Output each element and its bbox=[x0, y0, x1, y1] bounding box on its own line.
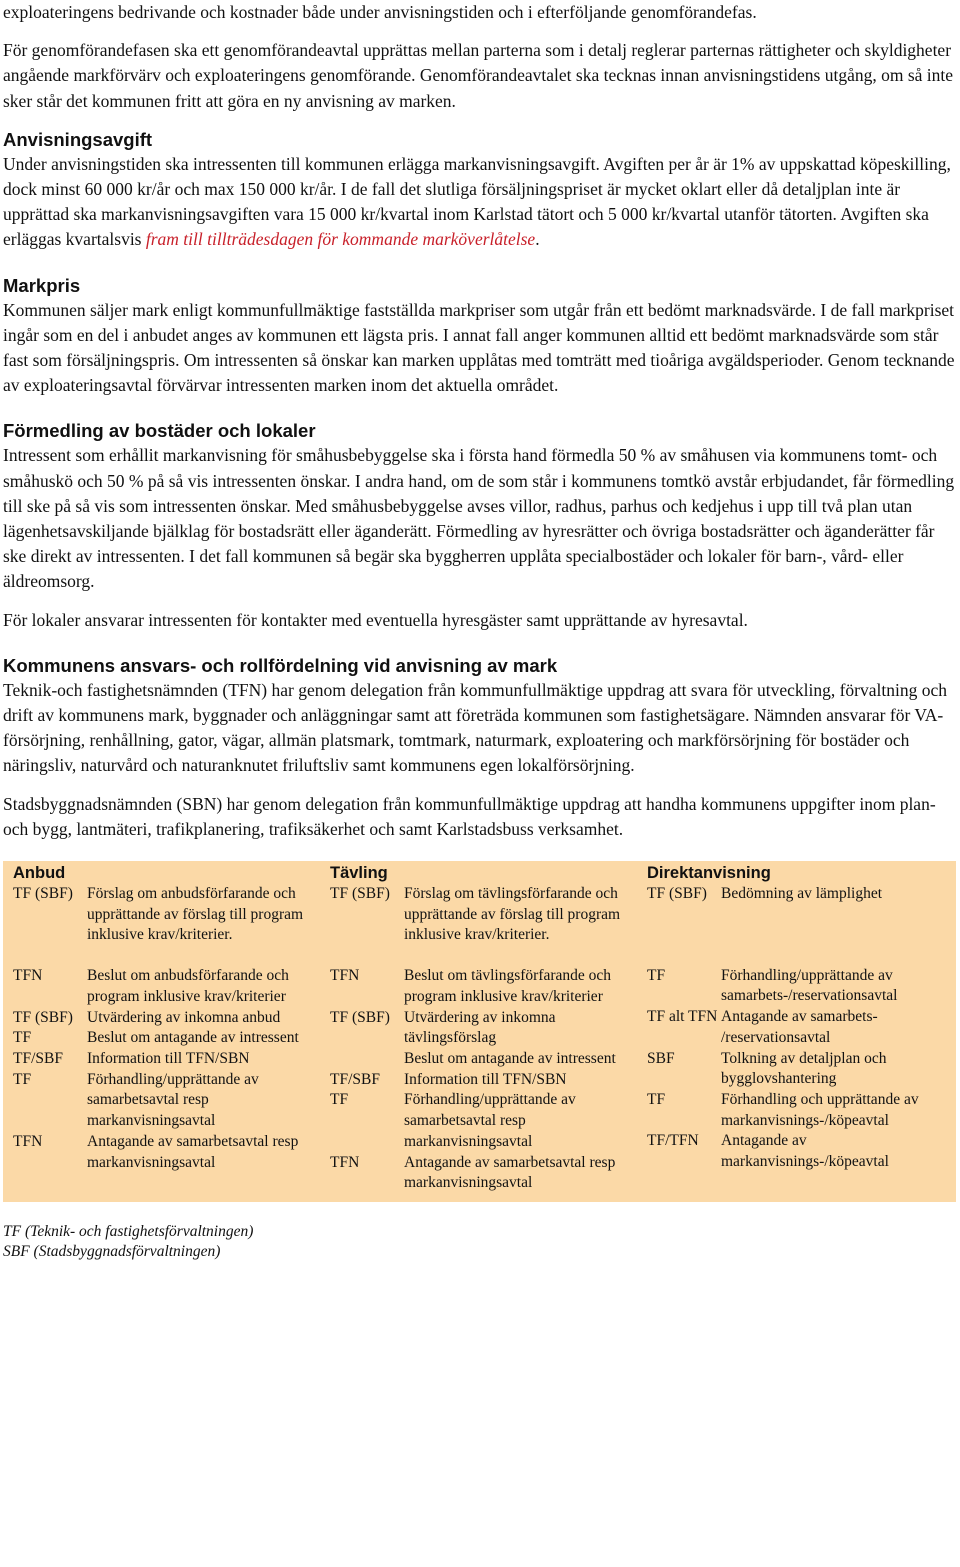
process-action: Antagande av samarbets- /reservationsavtal bbox=[721, 1008, 878, 1046]
process-action: Utvärdering av inkomna anbud bbox=[87, 1008, 281, 1026]
process-column-anbud bbox=[3, 861, 320, 1202]
process-actor: TFN bbox=[13, 1132, 43, 1150]
process-column-header: Tävling bbox=[330, 864, 388, 883]
process-column-header: Anbud bbox=[13, 864, 66, 883]
process-row bbox=[3, 966, 320, 1007]
process-row bbox=[637, 1007, 956, 1048]
footnotes bbox=[3, 1222, 956, 1263]
markpris-paragraph: Kommunen säljer mark enligt kommunfullmäktige fastställda markpriser som utgår från ett bedömt marknadsvärde. I de fall markpriset ingår som en del i anbudet anges av kommunen ett lägsta pris. I annat fall anger kommunen alltid ett bedömt marknadsvärde som står fast som försäljningspris. Om intressenten så önskar kan marken upplåtas med tomträtt med tioåriga avgäldsperioder. Genom tecknande av exploateringsavtal förvärvar intressenten marken inom det aktuella området. bbox=[3, 299, 955, 396]
process-column-header: Direktanvisning bbox=[647, 864, 771, 883]
intro-paragraph-1: exploateringens bedrivande och kostnader både under anvisningstiden och i efterföljande genomförandefas. bbox=[3, 2, 757, 22]
process-actor: TF alt TFN bbox=[647, 1008, 718, 1026]
process-action: Antagande av markanvisnings-/köpeavtal bbox=[721, 1132, 889, 1171]
footnote-tf: TF (Teknik- och fastighetsförvaltningen) bbox=[3, 1222, 254, 1240]
section-heading-markpris: Markpris bbox=[3, 274, 81, 296]
process-actor: TFN bbox=[13, 967, 43, 985]
section-heading-formedling: Förmedling av bostäder och lokaler bbox=[3, 420, 316, 442]
process-row bbox=[320, 1153, 637, 1194]
anvisningsavgift-text: Under anvisningstiden ska intressenten till kommunen erlägga markanvisningsavgift. Avgiften per år är 1% av uppskattad köpeskilling, dock minst 60 000 kr/år och max 150 000 kr/år. I de fall det slutliga försäljningspriset är mycket oklart eller då detaljplan inte är upprättad ska markanvisningsavgiften vara 15 000 kr/kvartal inom Karlstad tätort och 5 000 kr/kvartal utanför tätorten. Avgiften ska erläggas kvartalsvis bbox=[3, 153, 951, 250]
process-row bbox=[3, 1028, 320, 1049]
process-actor: TF/SBF bbox=[330, 1070, 380, 1088]
intro-paragraph-2: För genomförandefasen ska ett genomförandeavtal upprättas mellan parterna som i detalj reglerar parternas rättigheter och skyldigheter angående markförvärv och exploateringens genomförande. Genomförandeavtalet ska tecknas innan anvisningstidens utgång, om så inte sker står det kommunen fritt att göra en ny anvisning av marken. bbox=[3, 40, 954, 111]
anvisningsavgift-end: . bbox=[535, 229, 540, 250]
footnote-sbf: SBF (Stadsbyggnadsförvaltningen) bbox=[3, 1243, 221, 1261]
process-row bbox=[320, 1008, 637, 1049]
process-action: Förhandling/upprättande av samarbetsavtal resp markanvisningsavtal bbox=[87, 1070, 259, 1130]
process-row bbox=[637, 1049, 956, 1090]
process-action: Beslut om anbudsförfarande och program inklusive krav/kriterier bbox=[87, 967, 289, 1005]
process-action: Beslut om antagande av intressent bbox=[404, 1050, 616, 1067]
process-actor: TF/TFN bbox=[647, 1132, 699, 1150]
process-row bbox=[320, 966, 637, 1007]
ansvar-paragraph-1: Teknik-och fastighetsnämnden (TFN) har genom delegation från kommunfullmäktige uppdrag att svara för utveckling, förvaltning och drift av kommunens mark, byggnader och anläggningar samt att företräda kommunen som fastighetsägare. Nämnden ansvarar för VA-försörjning, renhållning, gator, vägar, allmän platsmark, tomtmark, naturmark, exploatering och markförsörjning för bostäder och näringsliv, naturvård och naturanknutet friluftsliv samt kommunens egen lokalförsörjning. bbox=[3, 679, 947, 776]
process-action: Information till TFN/SBN bbox=[404, 1070, 567, 1088]
process-actor: TFN bbox=[330, 967, 360, 985]
process-action: Information till TFN/SBN bbox=[87, 1050, 250, 1067]
process-action: Utvärdering av inkomna tävlingsförslag bbox=[404, 1008, 556, 1047]
process-actor: TFN bbox=[330, 1153, 360, 1171]
process-action: Tolkning av detaljplan och bygglovshantering bbox=[721, 1049, 887, 1088]
process-row bbox=[320, 884, 637, 946]
process-actor: TF (SBF) bbox=[330, 1008, 390, 1026]
process-action: Beslut om antagande av intressent bbox=[87, 1029, 299, 1047]
process-row bbox=[3, 1070, 320, 1132]
process-actor bbox=[320, 1049, 404, 1070]
process-columns bbox=[3, 861, 956, 1202]
process-actor: TF/SBF bbox=[13, 1050, 63, 1067]
process-row bbox=[3, 1049, 320, 1070]
process-action: Förslag om anbudsförfarande och upprättande av förslag till program inklusive krav/kriterier. bbox=[87, 885, 304, 944]
process-actor: SBF bbox=[647, 1049, 675, 1067]
process-actor: TF bbox=[330, 1091, 349, 1109]
process-action: Bedömning av lämplighet bbox=[721, 885, 883, 903]
formedling-paragraph-1: Intressent som erhållit markanvisning för småhusbebyggelse ska i första hand förmedla 50 % av småhusen via kommunens tomt- och småhuskö och 50 % på så vis intressenten önskar. I andra hand, om de som står i kommunens tomtkö avstår erbjudandet, får förmedling till ske på så vis som intressenten önskar. Med småhusbebyggelse avses villor, radhus, parhus och kedjehus i upp till två plan utan lägenhetsavskiljande bjälklag för bostadsrätt eller äganderätt. Förmedling av hyresrätter och övriga bostadsrätter och äganderätter får ske direkt av intressenten. I det fall kommunen så begär ska byggherren upplåta specialbostäder och lokaler för barn-, vård- eller äldreomsorg. bbox=[3, 445, 955, 592]
process-actor: TF (SBF) bbox=[647, 885, 707, 903]
process-action: Förhandling/upprättande av samarbets-/reservationsavtal bbox=[721, 966, 898, 1005]
process-actor: TF bbox=[13, 1029, 32, 1047]
process-actor: TF (SBF) bbox=[13, 1008, 73, 1026]
process-actor: TF (SBF) bbox=[13, 885, 73, 903]
process-actor: TF bbox=[647, 1091, 666, 1108]
process-actor: TF bbox=[647, 966, 666, 984]
process-actor: TF bbox=[13, 1070, 32, 1088]
section-heading-ansvar: Kommunens ansvars- och rollfördelning vid anvisning av mark bbox=[3, 654, 558, 676]
anvisningsavgift-paragraph bbox=[3, 152, 956, 253]
process-row bbox=[3, 884, 320, 946]
process-action: Förhandling och upprättande av markanvisnings-/köpeavtal bbox=[721, 1091, 919, 1129]
process-row bbox=[320, 1070, 637, 1091]
process-row bbox=[320, 1090, 637, 1152]
section-heading-anvisningsavgift: Anvisningsavgift bbox=[3, 128, 153, 150]
process-action: Antagande av samarbetsavtal resp markanvisningsavtal bbox=[404, 1153, 616, 1192]
process-table bbox=[3, 861, 956, 1202]
process-row bbox=[637, 884, 956, 905]
process-action: Beslut om tävlingsförfarande och program inklusive krav/kriterier bbox=[404, 967, 612, 1005]
process-column-direktanvisning bbox=[637, 861, 956, 1202]
process-column-tavling bbox=[320, 861, 637, 1202]
process-row bbox=[637, 966, 956, 1007]
ansvar-paragraph-2: Stadsbyggnadsnämnden (SBN) har genom delegation från kommunfullmäktige uppdrag att handha kommunens uppgifter inom plan- och bygg, lantmäteri, trafikplanering, trafiksäkerhet och samt Karlstadsbuss verksamhet. bbox=[3, 793, 936, 839]
process-actor: TF (SBF) bbox=[330, 885, 390, 903]
process-action: Förhandling/upprättande av samarbetsavtal resp markanvisningsavtal bbox=[404, 1091, 576, 1150]
process-row bbox=[3, 1132, 320, 1173]
process-row bbox=[320, 1049, 637, 1070]
process-row bbox=[637, 1131, 956, 1172]
anvisningsavgift-red-text: fram till tillträdesdagen för kommande marköverlåtelse bbox=[145, 229, 536, 250]
process-row bbox=[637, 1090, 956, 1131]
formedling-paragraph-2: För lokaler ansvarar intressenten för kontakter med eventuella hyresgäster samt upprättande av hyresavtal. bbox=[3, 609, 748, 630]
process-action: Antagande av samarbetsavtal resp markanvisningsavtal bbox=[87, 1132, 299, 1171]
process-row bbox=[3, 1008, 320, 1029]
process-action: Förslag om tävlingsförfarande och upprättande av förslag till program inklusive krav/kriterier. bbox=[404, 885, 621, 944]
